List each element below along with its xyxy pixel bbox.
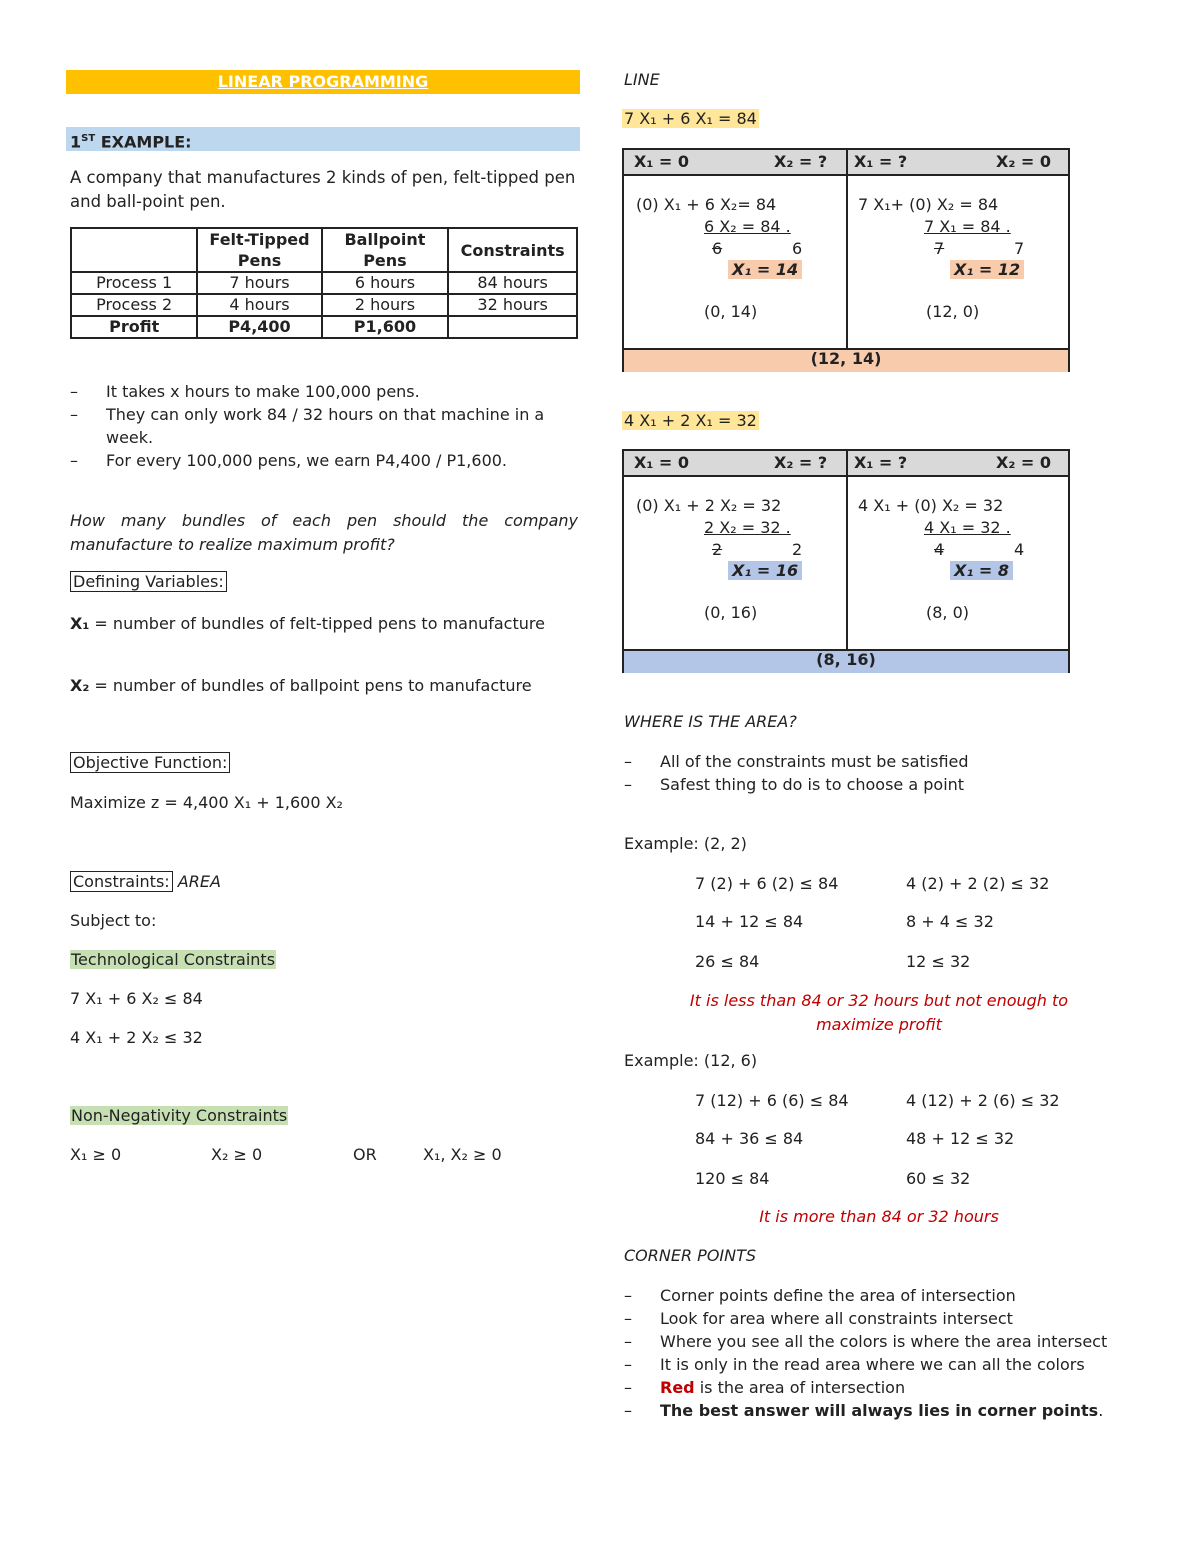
table-row: [71, 294, 577, 316]
list-item: – They can only work 84 / 32 hours on that machine in a week.: [70, 403, 578, 449]
grid-result: X₁ = 8: [950, 561, 1013, 580]
grid-header-cell: X₁ = ?: [854, 453, 908, 472]
page-title: LINEAR PROGRAMMING: [66, 70, 580, 94]
example-heading: [66, 127, 580, 151]
question-text: How many bundles of each pen should the company manufacture to realize maximum profit?: [70, 511, 578, 554]
table-cell: Process 1: [71, 272, 197, 294]
example-1-label: Example: (2, 2): [624, 834, 747, 853]
table-cell: [448, 316, 577, 338]
table-cell: P1,600: [322, 316, 449, 338]
example-heading-main: 1: [70, 132, 82, 152]
grid-line: 7 X₁+ (0) X₂ = 84: [858, 195, 999, 214]
table-row: [71, 272, 577, 294]
red-rest: is the area of intersection: [694, 1378, 906, 1397]
grid-header-cell: X₁ = 0: [634, 152, 690, 171]
grid-line: 2: [792, 540, 803, 559]
table-header-cell: [71, 228, 197, 272]
tech-constraint-2: 4 X₁ + 2 X₂ ≤ 32: [70, 1028, 203, 1047]
tech-constraint-1: 7 X₁ + 6 X₂ ≤ 84: [70, 989, 203, 1008]
equation-1: [622, 109, 759, 128]
list-item: – For every 100,000 pens, we earn P4,400 / P1,600.: [70, 449, 578, 472]
table-header-cell: Felt-Tipped Pens: [197, 228, 321, 272]
grid-result: X₁ = 14: [728, 260, 802, 279]
best-answer: The best answer will always lies in corner points: [660, 1401, 1099, 1420]
table-row-profit: [71, 316, 577, 338]
example-heading-sup: ST: [81, 133, 96, 144]
example-2-line: 120 ≤ 84: [695, 1169, 770, 1188]
table-header-cell: Ballpoint Pens: [322, 228, 449, 272]
tech-constraints-label: [70, 950, 276, 969]
corner-list: [624, 1284, 1132, 1422]
grid-line: 2 X₂ = 32 .: [704, 518, 791, 537]
nonneg-item: X₁, X₂ ≥ 0: [423, 1145, 502, 1164]
example-1-note: It is less than 84 or 32 hours but not enough to maximize profit: [689, 991, 1069, 1034]
table-cell: 32 hours: [448, 294, 577, 316]
list-item-red: [624, 1376, 1132, 1399]
x2-def: = number of bundles of ballpoint pens to manufacture: [89, 676, 532, 695]
example-1-line: 7 (2) + 6 (2) ≤ 84: [695, 874, 839, 893]
example-2-note: It is more than 84 or 32 hours: [759, 1207, 999, 1226]
x2-definition: [70, 674, 578, 698]
grid-header-cell: X₂ = ?: [774, 152, 828, 171]
grid-line: 4: [1014, 540, 1025, 559]
list-item: – It is only in the read area where we can all the colors: [624, 1353, 1132, 1376]
tech-constraints-text: Technological Constraints: [71, 950, 276, 969]
solution-grid-2: [622, 449, 1070, 673]
grid-header-cell: X₁ = 0: [634, 453, 690, 472]
grid-line: 4 X₁ = 32 .: [924, 518, 1011, 537]
objective-function: Maximize z = 4,400 X₁ + 1,600 X₂: [70, 793, 343, 812]
example-1-line: 12 ≤ 32: [906, 952, 971, 971]
grid-line: 7: [934, 239, 945, 258]
nonneg-constraints-text: Non-Negativity Constraints: [71, 1106, 288, 1125]
grid-line: 7 X₁ = 84 .: [924, 217, 1011, 236]
nonneg-constraints-label: [70, 1106, 288, 1125]
grid-point: (0, 14): [704, 302, 758, 321]
grid-line: 6: [792, 239, 803, 258]
list-item: – It takes x hours to make 100,000 pens.: [70, 380, 578, 403]
red-word: Red: [660, 1378, 695, 1397]
example-heading-rest: EXAMPLE:: [95, 132, 192, 152]
list-item: – Safest thing to do is to choose a point: [624, 773, 1132, 796]
grid-line: 6 X₂ = 84 .: [704, 217, 791, 236]
example-2-line: 84 + 36 ≤ 84: [695, 1129, 804, 1148]
example-1-line: 26 ≤ 84: [695, 952, 760, 971]
nonneg-or: OR: [353, 1145, 377, 1164]
example-1-line: 8 + 4 ≤ 32: [906, 912, 994, 931]
table-cell: 84 hours: [448, 272, 577, 294]
equation-2: [622, 411, 759, 430]
table-cell: 2 hours: [322, 294, 449, 316]
table-header-cell: Constraints: [448, 228, 577, 272]
x1-label: X₁: [70, 614, 90, 633]
defining-variables-label: [70, 572, 227, 591]
grid-line: 4: [934, 540, 945, 559]
grid-line: 2: [712, 540, 723, 559]
grid-header-cell: X₂ = 0: [996, 453, 1052, 472]
grid-result: X₁ = 12: [950, 260, 1024, 279]
table-cell: Process 2: [71, 294, 197, 316]
pen-table: [70, 227, 578, 339]
intro-text: A company that manufactures 2 kinds of pen, felt-tipped pen and ball-point pen.: [70, 168, 576, 211]
grid-divider: [846, 150, 848, 348]
list-item-best: [624, 1399, 1132, 1422]
equation-2-text: 4 X₁ + 2 X₁ = 32: [624, 411, 757, 430]
facts-list: [70, 380, 578, 472]
list-item: – Where you see all the colors is where the area intersect: [624, 1330, 1132, 1353]
grid-line: 4 X₁ + (0) X₂ = 32: [858, 496, 1004, 515]
nonneg-item: X₂ ≥ 0: [211, 1145, 263, 1164]
table-header-row: [71, 228, 577, 272]
x2-label: X₂: [70, 676, 90, 695]
example-2-line: 48 + 12 ≤ 32: [906, 1129, 1015, 1148]
x1-def: = number of bundles of felt-tipped pens to manufacture: [89, 614, 545, 633]
list-item: – Corner points define the area of intersection: [624, 1284, 1132, 1307]
area-list: [624, 750, 1132, 796]
grid-line: (0) X₁ + 2 X₂ = 32: [636, 496, 782, 515]
constraints-note: AREA: [177, 872, 221, 891]
corner-heading: CORNER POINTS: [624, 1246, 757, 1265]
solution-grid-1: [622, 148, 1070, 372]
list-item: – All of the constraints must be satisfied: [624, 750, 1132, 773]
grid-footer-point: (8, 16): [816, 650, 876, 669]
table-cell: 4 hours: [197, 294, 321, 316]
x1-definition: [70, 612, 578, 636]
subject-to: Subject to:: [70, 911, 157, 930]
constraints-label-text: Constraints:: [70, 871, 173, 892]
table-cell: P4,400: [197, 316, 321, 338]
example-2-line: 7 (12) + 6 (6) ≤ 84: [695, 1091, 849, 1110]
table-cell: Profit: [71, 316, 197, 338]
grid-line: 7: [1014, 239, 1025, 258]
defining-variables-text: Defining Variables:: [70, 571, 227, 592]
example-2-label: Example: (12, 6): [624, 1051, 758, 1070]
objective-label: [70, 753, 230, 772]
grid-header-cell: X₁ = ?: [854, 152, 908, 171]
example-2-line: 60 ≤ 32: [906, 1169, 971, 1188]
example-1-line: 4 (2) + 2 (2) ≤ 32: [906, 874, 1050, 893]
example-2-line: 4 (12) + 2 (6) ≤ 32: [906, 1091, 1060, 1110]
grid-divider: [846, 451, 848, 649]
grid-line: 6: [712, 239, 723, 258]
grid-point: (8, 0): [926, 603, 970, 622]
grid-result: X₁ = 16: [728, 561, 802, 580]
line-heading: LINE: [624, 70, 660, 89]
list-item: – Look for area where all constraints intersect: [624, 1307, 1132, 1330]
table-cell: 6 hours: [322, 272, 449, 294]
best-answer-end: .: [1098, 1401, 1104, 1420]
example-1-line: 14 + 12 ≤ 84: [695, 912, 804, 931]
grid-header-cell: X₂ = ?: [774, 453, 828, 472]
grid-point: (12, 0): [926, 302, 980, 321]
grid-line: (0) X₁ + 6 X₂= 84: [636, 195, 777, 214]
grid-footer-point: (12, 14): [810, 349, 882, 368]
area-heading: WHERE IS THE AREA?: [624, 712, 797, 731]
grid-header-cell: X₂ = 0: [996, 152, 1052, 171]
objective-label-text: Objective Function:: [70, 752, 230, 773]
constraints-label: [70, 872, 221, 891]
grid-point: (0, 16): [704, 603, 758, 622]
nonneg-item: X₁ ≥ 0: [70, 1145, 122, 1164]
table-cell: 7 hours: [197, 272, 321, 294]
equation-1-text: 7 X₁ + 6 X₁ = 84: [624, 109, 757, 128]
